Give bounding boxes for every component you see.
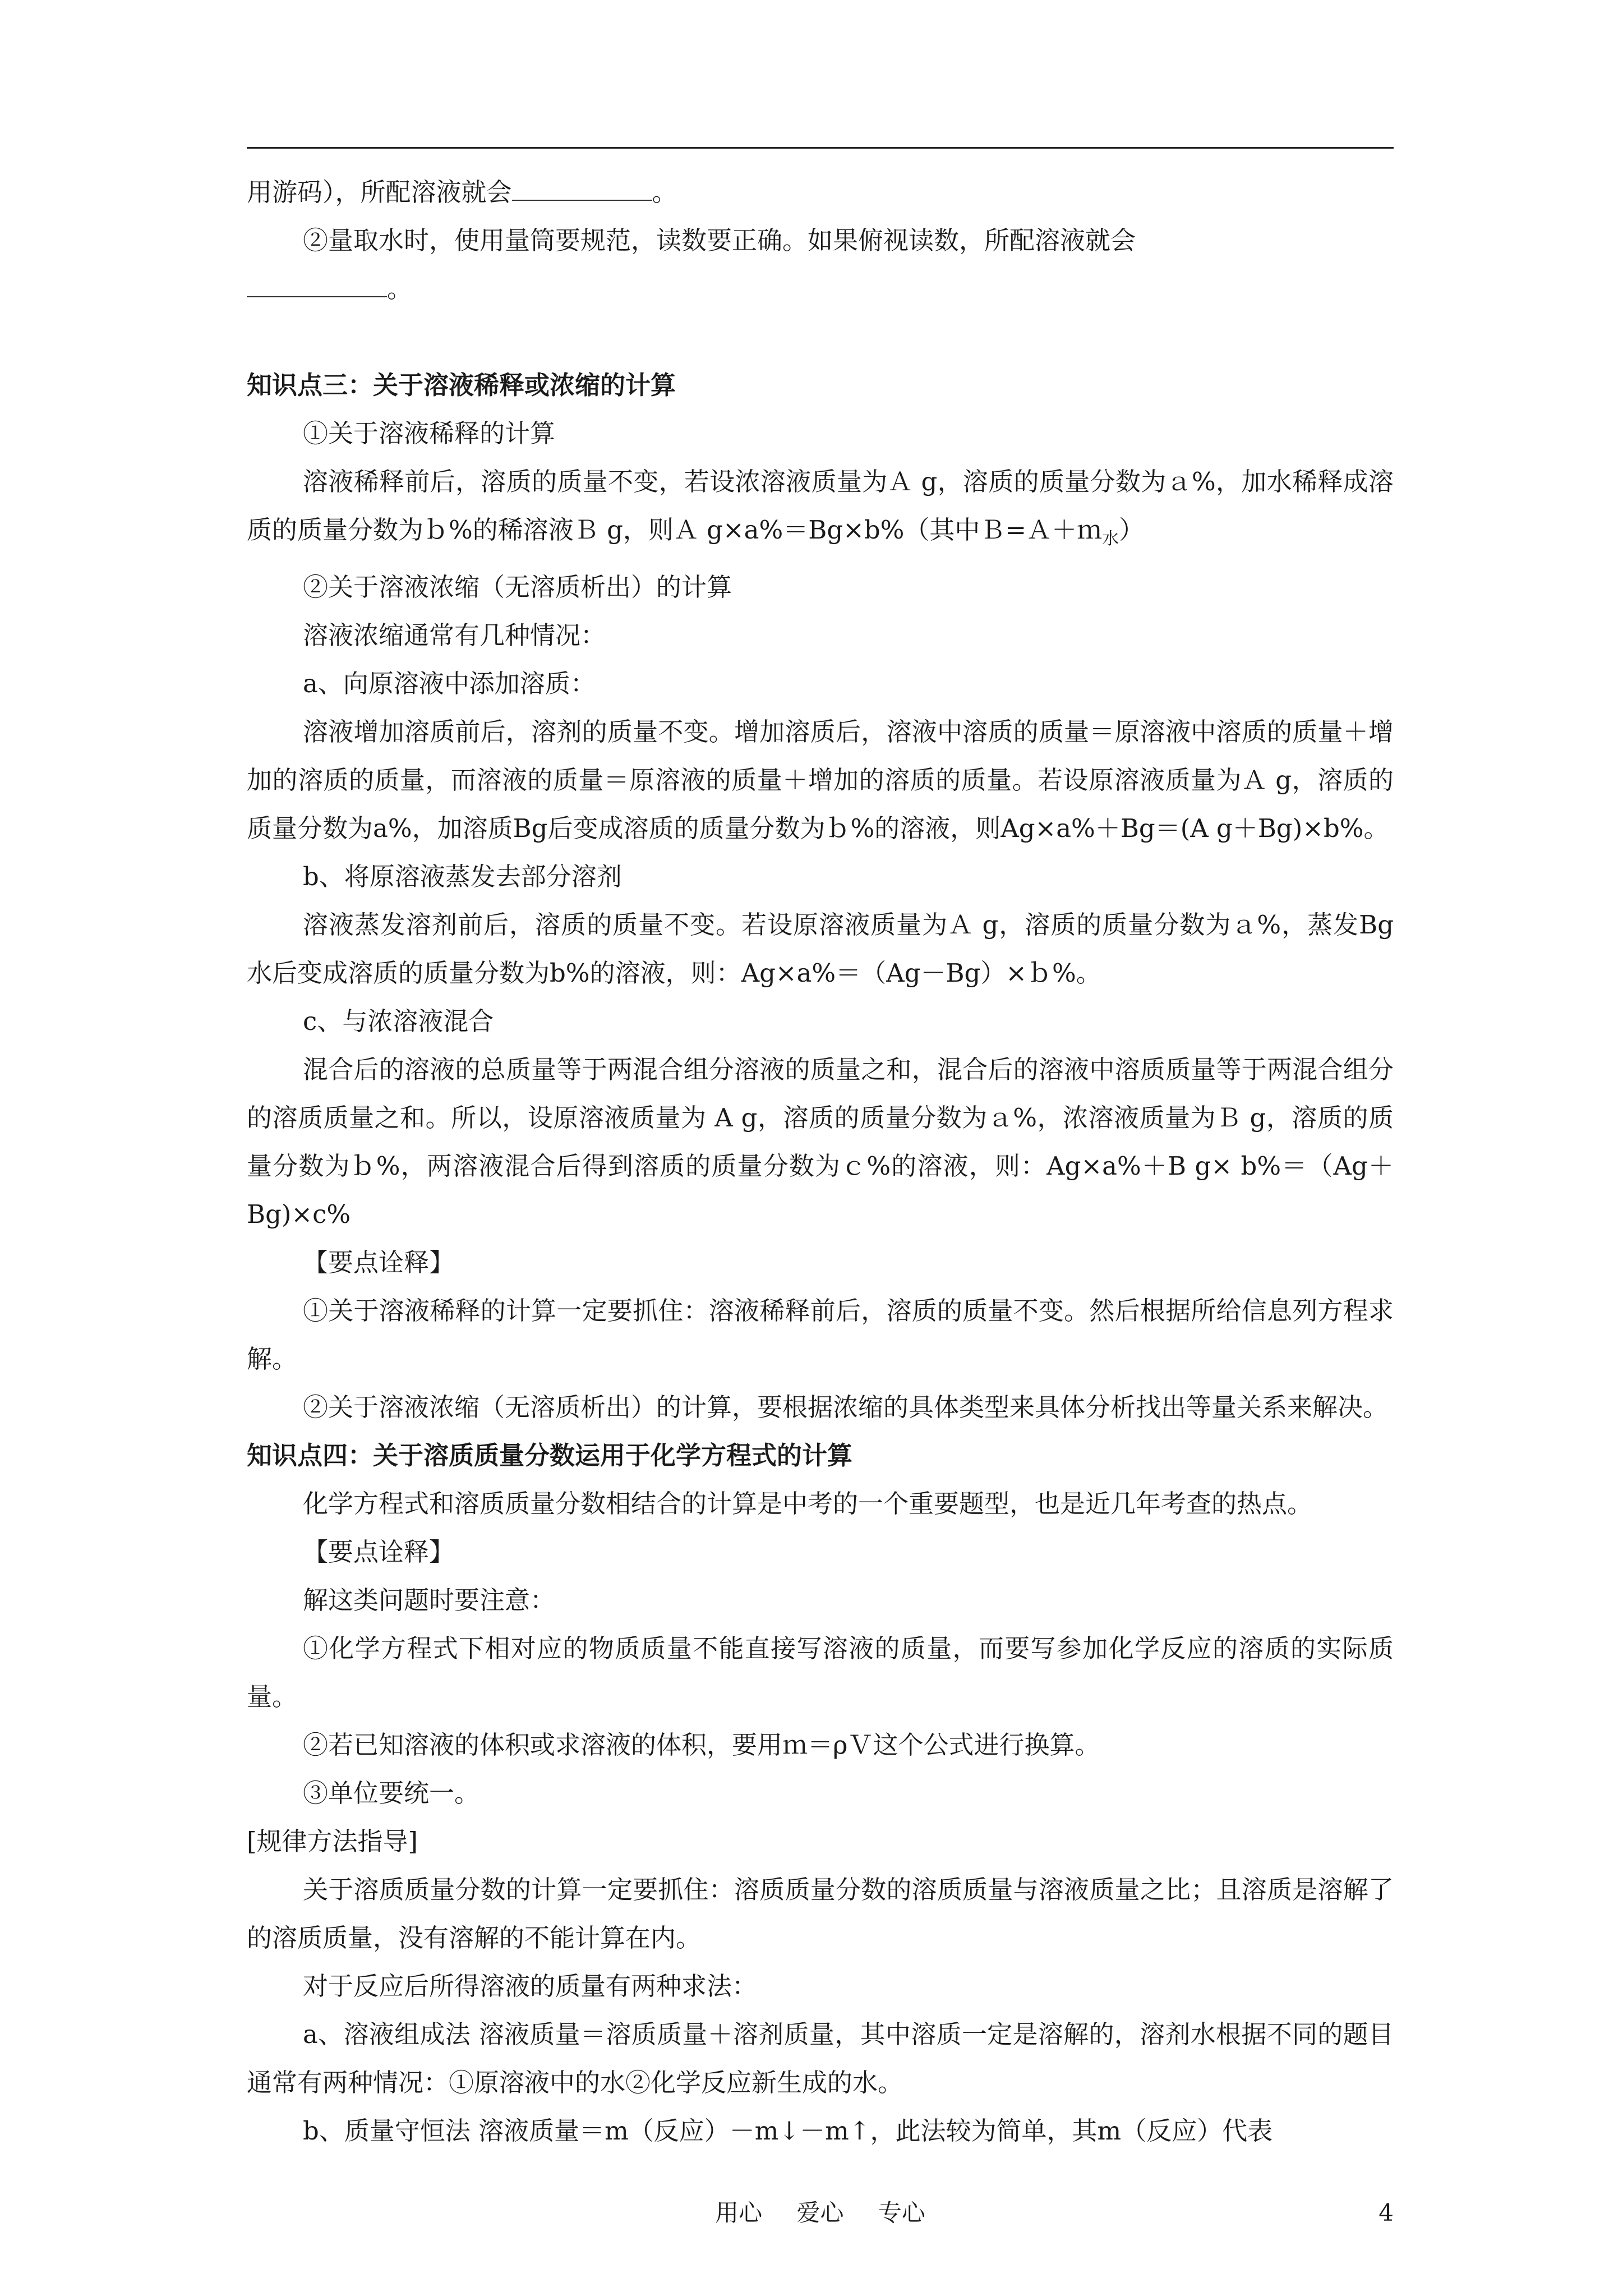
paragraph: ③单位要统一。 xyxy=(303,1778,480,1808)
paragraph: ①关于溶液稀释的计算 xyxy=(303,418,556,448)
text-line: 用游码），所配溶液就会 xyxy=(247,177,512,207)
fill-in-blank xyxy=(512,177,652,201)
subscript: 水 xyxy=(1102,529,1119,549)
paragraph: c、与浓溶液混合 xyxy=(303,1006,494,1036)
text-line-tail: 。 xyxy=(387,274,413,303)
footer-slogan-2: 爱心 xyxy=(796,2199,844,2226)
paragraph: a、向原溶液中添加溶质： xyxy=(303,669,596,698)
paragraph: ②关于溶液浓缩（无溶质析出）的计算，要根据浓缩的具体类型来具体分析找出等量关系来解决。 xyxy=(303,1392,1389,1422)
paragraph: b、将原溶液蒸发去部分溶剂 xyxy=(303,862,622,891)
text-line-tail: ） xyxy=(1119,515,1145,545)
paragraph: 解这类问题时要注意： xyxy=(303,1585,556,1615)
paragraph: ②若已知溶液的体积或求溶液的体积，要用ｍ＝ρＶ这个公式进行换算。 xyxy=(303,1730,1100,1760)
header-rule xyxy=(247,147,1394,149)
paragraph: b、质量守恒法 溶液质量＝m（反应）－m↓－m↑，此法较为简单，其m（反应）代表 xyxy=(303,2116,1273,2146)
paragraph: 关于溶质质量分数的计算一定要抓住：溶质质量分数的溶质质量与溶液质量之比；且溶质是溶解了的溶质质量，没有溶解的不能计算在内。 xyxy=(247,1875,1394,1953)
section-heading-3: 知识点三：关于溶液稀释或浓缩的计算 xyxy=(247,370,676,400)
paragraph: 溶液蒸发溶剂前后，溶质的质量不变。若设原溶液质量为Ａ g，溶质的质量分数为ａ%，蒸发Bg水后变成溶质的质量分数为b%的溶液，则：Ag×a%＝（Ag－Bg）×ｂ%。 xyxy=(247,910,1394,988)
page-number: 4 xyxy=(1378,2199,1394,2226)
page-footer xyxy=(247,2193,1394,2233)
paragraph-continuation xyxy=(247,168,1394,217)
footer-slogan xyxy=(247,2193,1394,2233)
footer-slogan-1: 用心 xyxy=(715,2199,763,2226)
fill-in-blank xyxy=(247,274,387,297)
paragraph-item-2 xyxy=(247,217,1394,313)
paragraph: 混合后的溶液的总质量等于两混合组分溶液的质量之和，混合后的溶液中溶质质量等于两混合组分的溶质质量之和。所以，设原溶液质量为 A g，溶质的质量分数为ａ%，浓溶液质量为Ｂ g，溶质的质量分数为ｂ%，两溶液混合后得到溶质的质量分数为ｃ%的溶液，则：Ag×a%＋B g× b%＝（Ag＋Bg)×c% xyxy=(247,1055,1394,1229)
section-heading-method: [规律方法指导] xyxy=(247,1826,418,1856)
paragraph: 【要点诠释】 xyxy=(303,1248,455,1277)
paragraph: ①关于溶液稀释的计算一定要抓住：溶液稀释前后，溶质的质量不变。然后根据所给信息列方程求解。 xyxy=(247,1296,1394,1374)
paragraph: ②关于溶液浓缩（无溶质析出）的计算 xyxy=(303,572,732,602)
paragraph: 溶液增加溶质前后，溶剂的质量不变。增加溶质后，溶液中溶质的质量＝原溶液中溶质的质量＋增加的溶质的质量，而溶液的质量＝原溶液的质量＋增加的溶质的质量。若设原溶液质量为Ａ g，溶质的质量分数为a%，加溶质Bg后变成溶质的质量分数为ｂ%的溶液，则Ag×a%＋Bg＝(A g＋Bg)×b%。 xyxy=(247,717,1394,843)
paragraph: 对于反应后所得溶液的质量有两种求法： xyxy=(303,1971,758,2001)
text-line-tail: 。 xyxy=(652,177,677,207)
paragraph: 溶液浓缩通常有几种情况： xyxy=(303,620,606,650)
text-line: ②量取水时，使用量筒要规范，读数要正确。如果俯视读数，所配溶液就会 xyxy=(303,226,1136,255)
section-heading-4: 知识点四：关于溶质质量分数运用于化学方程式的计算 xyxy=(247,1441,853,1470)
paragraph: a、溶液组成法 溶液质量＝溶质质量＋溶剂质量，其中溶质一定是溶解的，溶剂水根据不同的题目通常有两种情况：①原溶液中的水②化学反应新生成的水。 xyxy=(247,2019,1394,2097)
paragraph-dilution xyxy=(247,458,1394,563)
footer-slogan-3: 专心 xyxy=(878,2199,925,2226)
paragraph: 【要点诠释】 xyxy=(303,1537,455,1567)
paragraph: ①化学方程式下相对应的物质质量不能直接写溶液的质量，而要写参加化学反应的溶质的实际质量。 xyxy=(247,1634,1394,1711)
body-text xyxy=(247,168,1394,2155)
text-line: 溶液稀释前后，溶质的质量不变，若设浓溶液质量为Ａ g，溶质的质量分数为ａ%，加水稀释成溶质的质量分数为ｂ%的稀溶液Ｂ g，则Ａ g×a%＝Bg×b%（其中Ｂ=Ａ＋ｍ xyxy=(247,467,1394,545)
paragraph: 化学方程式和溶质质量分数相结合的计算是中考的一个重要题型，也是近几年考查的热点。 xyxy=(303,1489,1313,1519)
